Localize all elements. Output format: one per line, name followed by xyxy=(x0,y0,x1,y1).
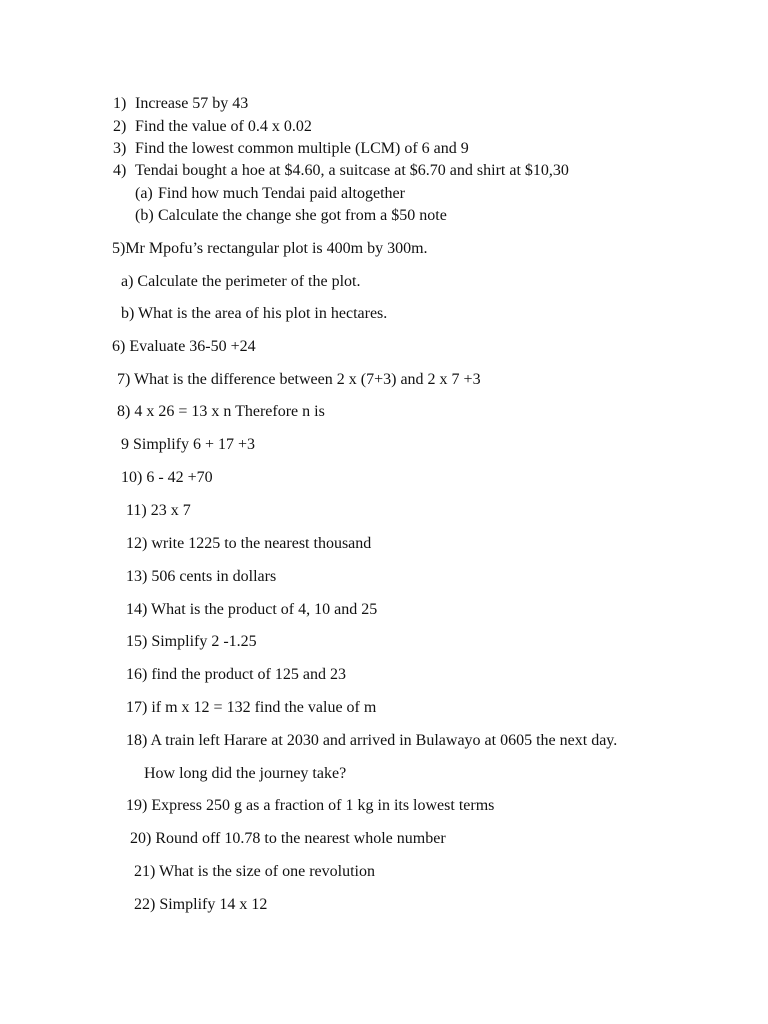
list-text: Find the value of 0.4 x 0.02 xyxy=(135,118,312,135)
question-line: 9 Simplify 6 + 17 +3 xyxy=(121,436,256,453)
question-line: 22) Simplify 14 x 12 xyxy=(134,896,268,913)
question-line: a) Calculate the perimeter of the plot. xyxy=(121,273,361,290)
question-line: 14) What is the product of 4, 10 and 25 xyxy=(126,601,378,618)
question-line: 8) 4 x 26 = 13 x n Therefore n is xyxy=(117,403,325,420)
question-line: b) What is the area of his plot in hectares. xyxy=(121,305,388,322)
question-line: 12) write 1225 to the nearest thousand xyxy=(126,535,372,552)
question-line: 10) 6 - 42 +70 xyxy=(121,469,213,486)
sub-list-number: (b) xyxy=(135,207,154,224)
question-line: 5)Mr Mpofu’s rectangular plot is 400m by 300m. xyxy=(112,240,428,257)
question-line: 6) Evaluate 36-50 +24 xyxy=(112,338,256,355)
list-text: Tendai bought a hoe at $4.60, a suitcase at $6.70 and shirt at $10,30 xyxy=(135,162,569,179)
question-line: 19) Express 250 g as a fraction of 1 kg in its lowest terms xyxy=(126,797,495,814)
question-line: 18) A train left Harare at 2030 and arrived in Bulawayo at 0605 the next day. xyxy=(126,732,618,749)
question-line: 20) Round off 10.78 to the nearest whole number xyxy=(130,830,446,847)
sub-list-text: Find how much Tendai paid altogether xyxy=(158,185,405,202)
question-line: 15) Simplify 2 -1.25 xyxy=(126,633,257,650)
question-line: 7) What is the difference between 2 x (7+3) and 2 x 7 +3 xyxy=(117,371,481,388)
question-line: 21) What is the size of one revolution xyxy=(134,863,375,880)
list-number: 3) xyxy=(113,140,127,157)
question-line: 13) 506 cents in dollars xyxy=(126,568,277,585)
sub-list-number: (a) xyxy=(135,185,153,202)
question-line: 17) if m x 12 = 132 find the value of m xyxy=(126,699,377,716)
question-line: How long did the journey take? xyxy=(144,765,347,782)
sub-list-text: Calculate the change she got from a $50 note xyxy=(158,207,447,224)
question-line: 16) find the product of 125 and 23 xyxy=(126,666,346,683)
list-text: Increase 57 by 43 xyxy=(135,95,249,112)
list-number: 2) xyxy=(113,118,127,135)
list-number: 4) xyxy=(113,162,127,179)
list-text: Find the lowest common multiple (LCM) of 6 and 9 xyxy=(135,140,469,157)
question-line: 11) 23 x 7 xyxy=(126,502,191,519)
list-number: 1) xyxy=(113,95,127,112)
